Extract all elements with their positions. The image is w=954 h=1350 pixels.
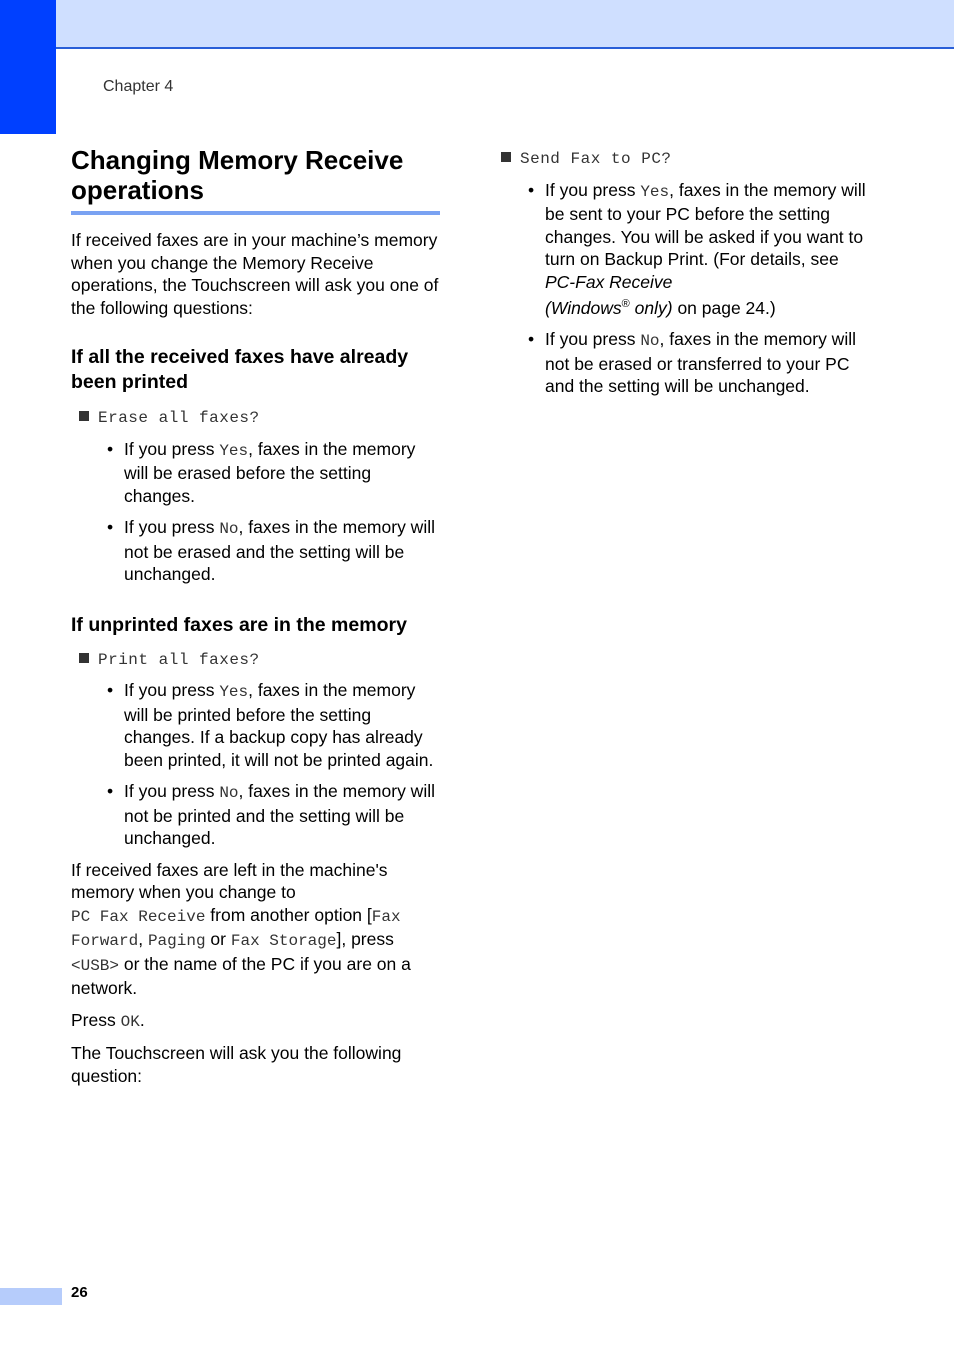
section-heading-printed: If all the received faxes have already been printed	[71, 346, 409, 393]
press-ok-paragraph: Press OK.	[71, 1009, 145, 1031]
option-text: Send Fax to PC?	[520, 150, 672, 168]
pc-fax-paragraph: If received faxes are left in the machine's memory when you change to PC Fax Receive from another option [Fax Forward, Paging or Fax Storage], press <USB> or the name of the PC if you are on a network.	[71, 859, 411, 998]
option-send-fax	[500, 146, 872, 171]
page-number: 26	[71, 1284, 88, 1301]
list-item: • If you press No, faxes in the memory will not be printed and the setting will be unchanged.	[107, 781, 435, 848]
footer-bar	[0, 1288, 62, 1305]
option-erase	[71, 405, 443, 430]
square-bullet-icon	[501, 152, 511, 162]
chapter-label: Chapter 4	[103, 78, 174, 95]
bullet-icon: •	[528, 179, 535, 200]
left-column	[71, 140, 443, 1087]
chapter-tab	[0, 0, 56, 134]
section-heading-unprinted: If unprinted faxes are in the memory	[71, 613, 407, 636]
header-band	[0, 0, 954, 49]
link-pc-fax-receive[interactable]: PC-Fax Receive	[545, 271, 673, 292]
list-item: • If you press Yes, faxes in the memory will be erased before the setting changes.	[107, 438, 416, 506]
bullet-icon: •	[107, 781, 114, 801]
intro-paragraph: If received faxes are in your machine’s memory when you change the Memory Receive operations, the Touchscreen will ask you one of the following questions:	[71, 230, 439, 318]
list-item: • If you press No, faxes in the memory will not be erased and the setting will be unchanged.	[107, 517, 435, 584]
bullet-icon: •	[107, 517, 114, 537]
closing-paragraph: The Touchscreen will ask you the following question:	[71, 1043, 402, 1086]
page-title: Changing Memory Receive operations	[71, 145, 440, 215]
option-text: Erase all faxes?	[98, 409, 260, 427]
code-yes: Yes	[219, 441, 249, 460]
list-item: • If you press Yes, faxes in the memory will be sent to your PC before the setting changes. You will be asked if you want to turn on Backup Print. (For details, see PC-Fax Receive (Windows® only) on page 24.)	[528, 179, 866, 318]
code-no: No	[219, 784, 239, 802]
code-no: No	[219, 520, 239, 538]
bullet-icon: •	[528, 329, 535, 350]
option-print	[71, 647, 443, 672]
list-item: • If you press No, faxes in the memory will not be erased or transferred to your PC and the setting will be unchanged.	[528, 329, 856, 397]
code-yes: Yes	[219, 683, 249, 701]
bullet-icon: •	[107, 438, 114, 459]
list-item: • If you press Yes, faxes in the memory will be printed before the setting changes. If a backup copy has already been printed, it will not be printed again.	[107, 680, 434, 770]
square-bullet-icon	[79, 411, 89, 421]
square-bullet-icon	[79, 653, 89, 663]
option-text: Print all faxes?	[98, 650, 260, 669]
right-column	[500, 146, 872, 398]
bullet-icon: •	[107, 680, 114, 700]
